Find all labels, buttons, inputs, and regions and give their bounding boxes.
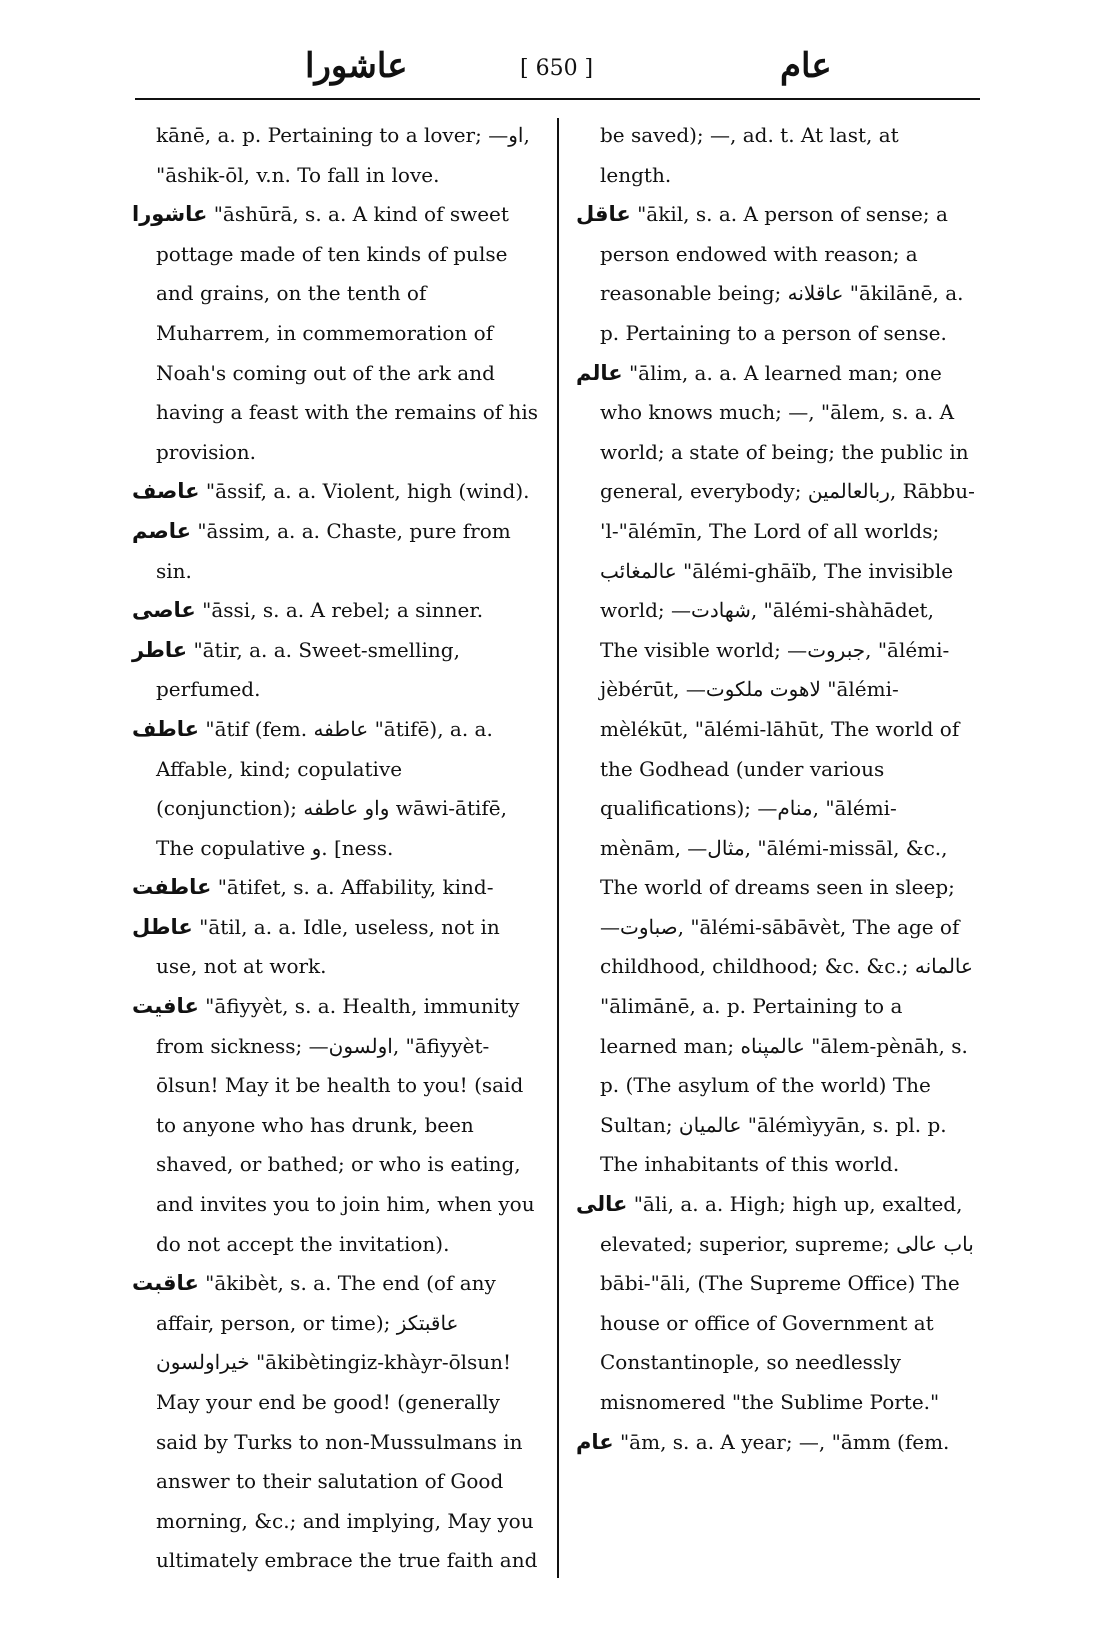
dictionary-entry bbox=[576, 1185, 976, 1423]
dictionary-entry bbox=[132, 591, 544, 631]
entry-definition: be saved); —, ad. t. At last, at length. bbox=[600, 123, 899, 187]
dictionary-entry bbox=[132, 710, 544, 868]
running-header bbox=[135, 40, 980, 100]
column-divider bbox=[557, 118, 559, 1578]
entry-headword-arabic: عاصى bbox=[132, 598, 196, 623]
entry-headword-arabic: عالى bbox=[576, 1192, 628, 1217]
entry-headword-arabic: عاطل bbox=[132, 914, 193, 939]
dictionary-entry bbox=[576, 195, 976, 353]
header-left-arabic: عاشورا bbox=[305, 46, 408, 86]
left-column bbox=[132, 116, 544, 1581]
entry-definition: "āssi, s. a. A rebel; a sinner. bbox=[202, 598, 484, 623]
entry-headword-arabic: عام bbox=[576, 1429, 614, 1454]
dictionary-entry bbox=[132, 908, 544, 987]
right-column bbox=[576, 116, 976, 1462]
entry-headword-arabic: عاشورا bbox=[132, 202, 208, 227]
page-number: [ 650 ] bbox=[520, 56, 594, 81]
entry-definition: "ātifet, s. a. Affability, kind- bbox=[217, 875, 494, 900]
entry-definition: "āfiyyèt, s. a. Health, immunity from sickness; —اولسون, "āfiyyèt-ōlsun! May it be health to you! (said to anyone who has drunk, been shaved, or bathed; or who is eating, and invites you to join him, when you do not accept the invitation). bbox=[156, 994, 535, 1256]
entry-headword-arabic: عاقل bbox=[576, 202, 631, 227]
entry-definition: "āssim, a. a. Chaste, pure from sin. bbox=[156, 518, 511, 583]
entry-headword-arabic: عاصم bbox=[132, 518, 191, 543]
entry-headword-arabic: عاصف bbox=[132, 479, 200, 504]
entry-definition: "ātil, a. a. Idle, useless, not in use, not at work. bbox=[156, 914, 500, 979]
entry-definition: "āssif, a. a. Violent, high (wind). bbox=[205, 479, 530, 504]
dictionary-entry bbox=[576, 354, 976, 1185]
entry-definition: "ākil, s. a. A person of sense; a person endowed with reason; a reasonable being; عاقلانه "ākilānē, a. p. Pertaining to a person of sense. bbox=[600, 202, 964, 345]
entry-headword-arabic: عافيت bbox=[132, 994, 199, 1019]
dictionary-entry bbox=[132, 1264, 544, 1581]
entry-definition: "ālim, a. a. A learned man; one who knows much; —, "ālem, s. a. A world; a state of being; the public in general, everybody; ربالعالمين, Rābbu-'l-"ālémīn, The Lord of all worlds; عالمغائب "ālémi-ghāïb, The invisible world; —شهادت, "ālémi-shàhādet, The visible world; —جبروت, "ālémi-jèbérūt, —لاهوت ملكوت "ālémi-mèlékūt, "ālémi-lāhūt, The world of the Godhead (under various qualifications); —منام, "ālémi-mènām, —مثال, "ālémi-missāl, &c., The world of dreams seen in sleep; —صباوت, "ālémi-sābāvèt, The age of childhood, childhood; &c. &c.; عالمانه "ālimānē, a. p. Pertaining to a learned man; عالمپناه "ālem-pènāh, s. p. (The asylum of the world) The Sultan; عالميان "ālémìyyān, s. pl. p. The inhabitants of this world. bbox=[600, 360, 975, 1177]
dictionary-entry bbox=[576, 1423, 976, 1463]
continued-entry bbox=[576, 116, 976, 195]
entry-headword-arabic: عالم bbox=[576, 360, 623, 385]
entry-definition: kānē, a. p. Pertaining to a lover; —او, "āshik-ōl, v.n. To fall in love. bbox=[156, 123, 530, 187]
entry-headword-arabic: عاطف bbox=[132, 716, 200, 741]
entry-definition: "ām, s. a. A year; —, "āmm (fem. bbox=[619, 1429, 950, 1454]
entry-definition: "ātir, a. a. Sweet-smelling, perfumed. bbox=[156, 637, 460, 702]
entry-definition: "āli, a. a. High; high up, exalted, elevated; superior, supreme; باب عالى bābi-"āli, (The Supreme Office) The house or office of Government at Constantinople, so needlessly misnomered "the Sublime Porte." bbox=[600, 1192, 974, 1414]
dictionary-entry bbox=[132, 195, 544, 472]
entry-definition: "ātif (fem. عاطفه "ātifē), a. a. Affable, kind; copulative (conjunction); واو عاطفه wāwi-ātifē, The copulative و. [ness. bbox=[156, 716, 507, 860]
entry-definition: "ākibèt, s. a. The end (of any affair, person, or time); عاقبتكز خيراولسون "ākibètingiz-khàyr-ōlsun! May your end be good! (generally said by Turks to non-Mussulmans in answer to their salutation of Good morning, &c.; and implying, May you ultimately embrace the true faith and bbox=[156, 1271, 538, 1573]
dictionary-entry bbox=[132, 472, 544, 512]
entry-headword-arabic: عاطر bbox=[132, 637, 188, 662]
entry-headword-arabic: عاقبت bbox=[132, 1271, 199, 1296]
entry-headword-arabic: عاطفت bbox=[132, 875, 212, 900]
dictionary-entry bbox=[132, 631, 544, 710]
header-right-arabic: عام bbox=[780, 46, 832, 86]
dictionary-entry bbox=[132, 512, 544, 591]
dictionary-entry bbox=[132, 868, 544, 908]
dictionary-entry bbox=[132, 987, 544, 1264]
header-rule bbox=[135, 98, 980, 100]
entry-definition: "āshūrā, s. a. A kind of sweet pottage made of ten kinds of pulse and grains, on the tenth of Muharrem, in commemoration of Noah's coming out of the ark and having a feast with the remains of his provision. bbox=[156, 202, 539, 464]
continued-entry bbox=[132, 116, 544, 195]
